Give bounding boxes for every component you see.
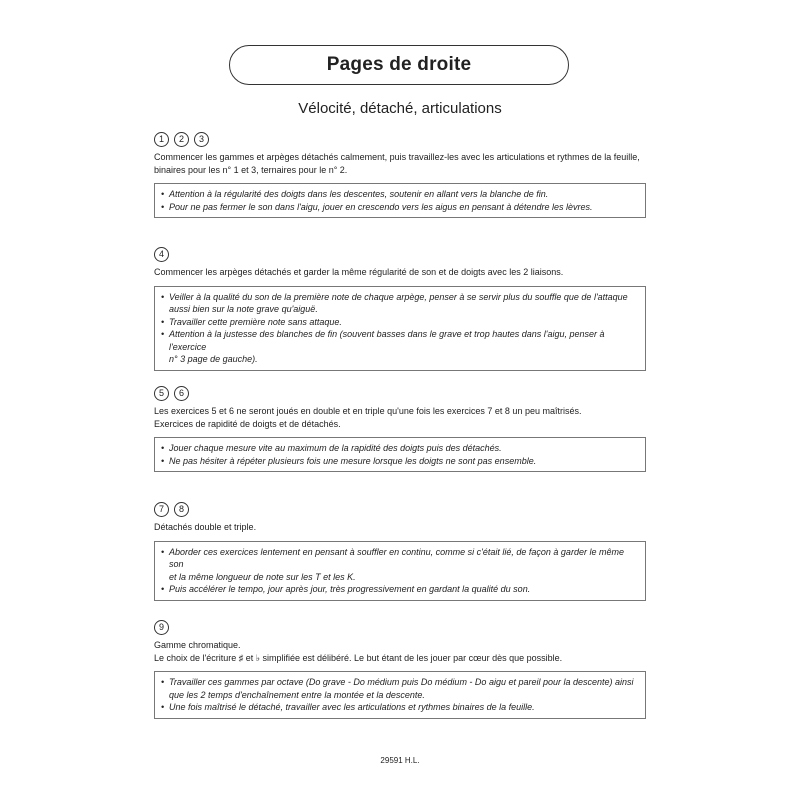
exercise-section (154, 386, 646, 472)
note-text: Attention à la justesse des blanches de fin (souvent basses dans le grave et trop hautes dans l'aigu, penser à l'exercice (169, 329, 605, 352)
bullet-icon: • (161, 201, 165, 212)
exercise-number-circle: 2 (174, 132, 189, 147)
note-line (161, 689, 639, 702)
bullet-icon: • (161, 677, 165, 687)
bullet-icon: • (161, 584, 165, 594)
exercise-numbers (154, 502, 646, 517)
note-line (161, 328, 639, 353)
note-line (161, 546, 639, 571)
note-line (161, 701, 639, 714)
section-text (154, 521, 646, 534)
note-text: et la même longueur de note sur les T et les K. (169, 571, 356, 582)
text-line: Commencer les arpèges détachés et garder la même régularité de son et de doigts avec les 2 liaisons. (154, 267, 564, 277)
text-line: Gamme chromatique. (154, 640, 241, 650)
exercise-number-circle: 8 (174, 502, 189, 517)
note-text: Pour ne pas fermer le son dans l'aigu, jouer en crescendo vers les aigus en pensant à détendre les lèvres. (169, 201, 593, 212)
text-line: Détachés double et triple. (154, 522, 257, 532)
note-box (154, 286, 646, 371)
note-text: n° 3 page de gauche). (169, 354, 258, 364)
note-box (154, 183, 646, 218)
exercise-number-circle: 5 (154, 386, 169, 401)
footer-code: 29591 H.L. (380, 756, 420, 765)
section-text (154, 151, 646, 176)
note-line (161, 291, 639, 304)
note-line (161, 316, 639, 329)
page-title-box (229, 45, 569, 85)
text-line: Les exercices 5 et 6 ne seront joués en double et en triple qu'une fois les exercices 7 et 8 un peu maîtrisés. (154, 406, 582, 416)
bullet-icon (161, 689, 169, 702)
note-line (161, 442, 639, 455)
note-text: Attention à la régularité des doigts dans les descentes, soutenir en allant vers la blanche de fin. (169, 189, 549, 199)
note-text: Une fois maîtrisé le détaché, travailler avec les articulations et rythmes binaires de la feuille. (169, 702, 535, 712)
note-text: aussi bien sur la note grave qu'aiguë. (169, 304, 318, 314)
exercise-number-circle: 6 (174, 386, 189, 401)
exercise-number-circle: 7 (154, 502, 169, 517)
note-line (161, 676, 639, 689)
note-text: Travailler cette première note sans attaque. (169, 316, 342, 327)
exercise-numbers (154, 132, 646, 147)
note-box (154, 541, 646, 601)
exercise-number-circle: 9 (154, 620, 169, 635)
page-title: Pages de droite (326, 54, 472, 75)
note-text: Puis accélérer le tempo, jour après jour, très progressivement en gardant la qualité du son. (169, 584, 531, 594)
note-line (161, 201, 639, 214)
exercise-numbers (154, 247, 646, 262)
exercise-number-circle: 3 (194, 132, 209, 147)
note-text: Ne pas hésiter à répéter plusieurs fois une mesure lorsque les doigts ne sont pas ensemble. (169, 455, 537, 466)
page-subtitle: Vélocité, détaché, articulations (298, 100, 502, 117)
bullet-icon: • (161, 702, 165, 712)
text-line: Le choix de l'écriture ♯ et ♭ simplifiée est délibéré. Le but étant de les jouer par cœur dès que possible. (154, 652, 563, 663)
exercise-section (154, 502, 646, 601)
note-text: Aborder ces exercices lentement en pensant à souffler en continu, comme si c'était lié, de façon à garder le même son (169, 546, 624, 569)
section-text (154, 405, 646, 430)
note-line (161, 353, 639, 366)
note-line (161, 455, 639, 468)
text-line: Exercices de rapidité de doigts et de détachés. (154, 418, 341, 429)
section-text (154, 639, 646, 664)
bullet-icon: • (161, 455, 165, 466)
bullet-icon: • (161, 291, 165, 302)
exercise-numbers (154, 386, 646, 401)
bullet-icon (161, 303, 169, 316)
bullet-icon (161, 353, 169, 366)
note-line (161, 571, 639, 584)
exercise-number-circle: 4 (154, 247, 169, 262)
note-text: Jouer chaque mesure vite au maximum de la rapidité des doigts puis des détachés. (169, 443, 502, 453)
exercise-section (154, 620, 646, 719)
note-text: Veiller à la qualité du son de la première note de chaque arpège, penser à se servir plus du souffle que de l'attaque (169, 291, 628, 302)
exercise-section (154, 132, 646, 218)
note-text: que les 2 temps d'enchaînement entre la montée et la descente. (169, 689, 425, 700)
exercise-section (154, 247, 646, 371)
bullet-icon (161, 571, 169, 584)
bullet-icon: • (161, 316, 165, 327)
note-line (161, 583, 639, 596)
bullet-icon: • (161, 189, 165, 199)
note-box (154, 671, 646, 719)
exercise-numbers (154, 620, 646, 635)
section-text (154, 266, 646, 279)
note-line (161, 303, 639, 316)
exercise-number-circle: 1 (154, 132, 169, 147)
note-line (161, 188, 639, 201)
bullet-icon: • (161, 546, 165, 557)
bullet-icon: • (161, 443, 165, 453)
note-text: Travailler ces gammes par octave (Do grave - Do médium puis Do médium - Do aigu et pareil pour la descente) ainsi (169, 677, 634, 687)
text-line: Commencer les gammes et arpèges détachés calmement, puis travaillez-les avec les articulations et rythmes de la feuille, (154, 152, 640, 162)
note-box (154, 437, 646, 472)
bullet-icon: • (161, 329, 165, 339)
text-line: binaires pour les n° 1 et 3, ternaires pour le n° 2. (154, 164, 348, 175)
